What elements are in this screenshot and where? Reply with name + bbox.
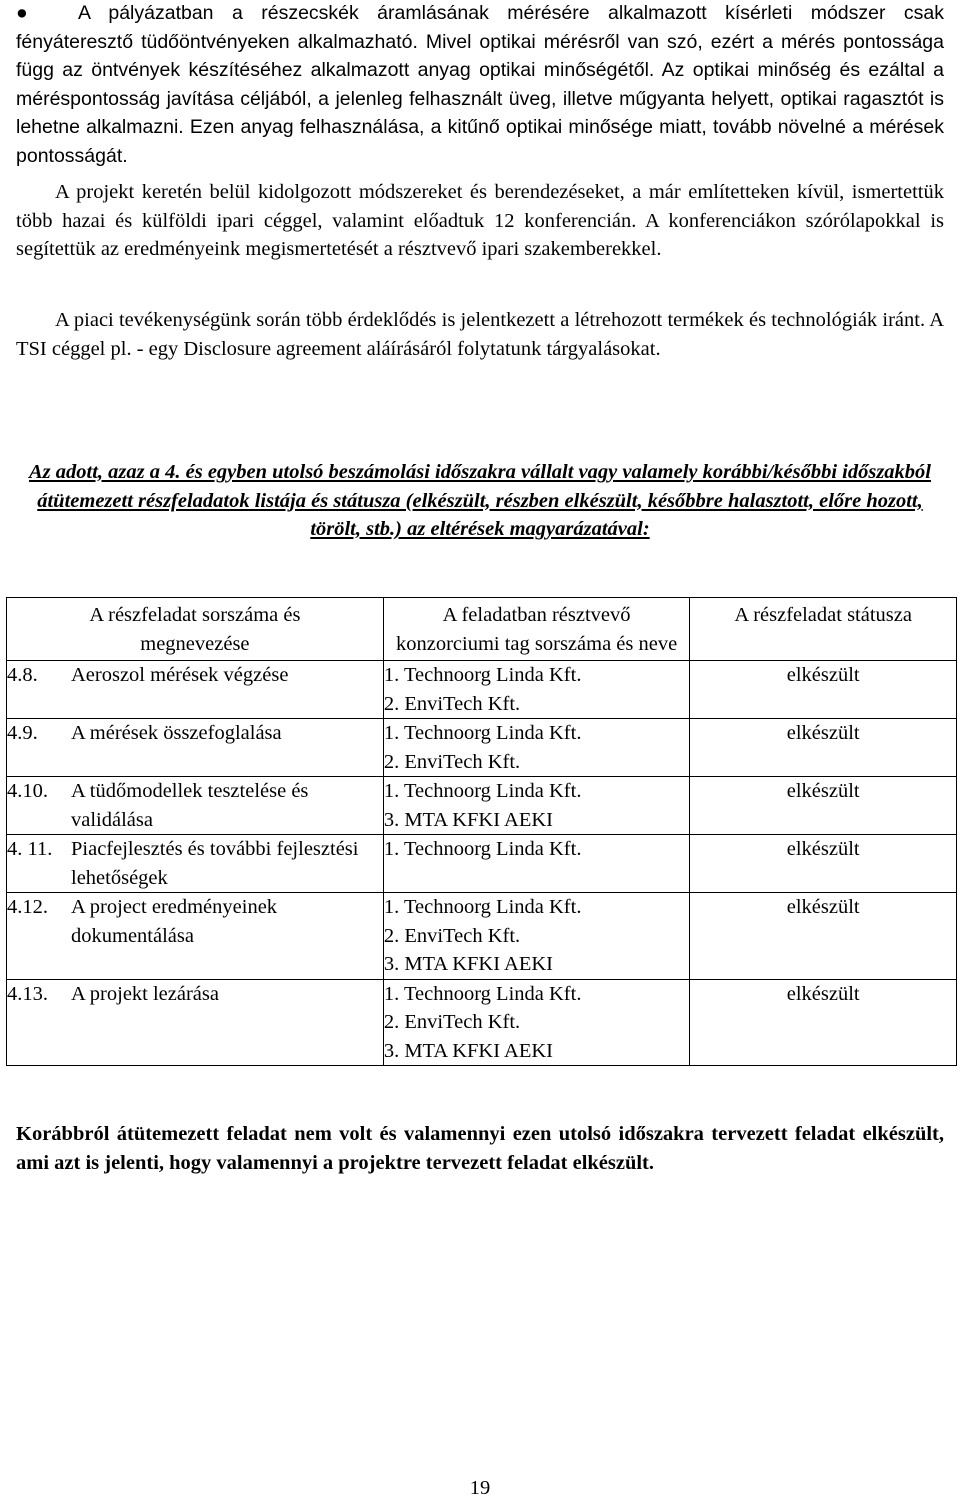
section-heading: Az adott, azaz a 4. és egyben utolsó beszámolási időszakra vállalt vagy valamely korábbi/későbbi időszakból átütemezett részfeladatok listája és státusza (elkészült, részben elkészült, későbbre halasztott, előre hozott, törölt, stb.) az eltérések magyarázatával: xyxy=(29,461,931,540)
members-cell xyxy=(383,661,690,719)
task-cell xyxy=(7,979,384,1066)
task-cell xyxy=(7,893,384,980)
table-row xyxy=(7,893,957,980)
task-name: A projekt lezárása xyxy=(71,982,219,1005)
table-row xyxy=(7,835,957,893)
header-status: A részfeladat státusza xyxy=(690,598,957,661)
consortium-member: 3. MTA KFKI AEKI xyxy=(383,1039,554,1062)
dissemination-paragraph: A projekt keretén belül kidolgozott módszereket és berendezéseket, a már említetteken kívül, ismertettük több hazai és külföldi ipari céggel, valamint előadtuk 12 konferencián. A konferenciákon szórólapokkal is segítettük az eredményeink megismertetését a résztvevő ipari szakemberekkel. xyxy=(16,181,944,260)
status-cell: elkészült xyxy=(690,719,957,777)
consortium-member: 2. EnviTech Kft. xyxy=(383,692,521,715)
consortium-member: 2. EnviTech Kft. xyxy=(383,750,521,773)
task-cell xyxy=(7,777,384,835)
table-row xyxy=(7,777,957,835)
task-number: 4. 11. xyxy=(7,838,53,860)
status-cell: elkészült xyxy=(690,979,957,1066)
status-cell: elkészült xyxy=(690,777,957,835)
task-number: 4.8. xyxy=(7,664,38,686)
bullet-icon: ● xyxy=(16,2,28,24)
consortium-member: 2. EnviTech Kft. xyxy=(383,924,521,947)
task-number: 4.12. xyxy=(7,896,48,918)
task-number: 4.10. xyxy=(7,780,48,802)
consortium-member: 3. MTA KFKI AEKI xyxy=(383,953,554,975)
table-row xyxy=(7,719,957,777)
header-task: A részfeladat sorszáma és megnevezése xyxy=(7,598,384,661)
task-cell xyxy=(7,835,384,893)
consortium-member: 1. Technoorg Linda Kft. xyxy=(383,780,582,802)
task-cell xyxy=(7,661,384,719)
consortium-member: 1. Technoorg Linda Kft. xyxy=(383,722,582,744)
task-cell xyxy=(7,719,384,777)
consortium-member: 1. Technoorg Linda Kft. xyxy=(383,982,582,1005)
market-paragraph: A piaci tevékenységünk során több érdeklődés is jelentkezett a létrehozott termékek és technológiák iránt. A TSI céggel pl. - egy Disclosure agreement aláírásáról folytatunk tárgyalásokat. xyxy=(16,309,944,360)
task-number: 4.13. xyxy=(7,982,48,1005)
subtask-table xyxy=(6,597,957,1066)
consortium-member: 1. Technoorg Linda Kft. xyxy=(383,896,582,918)
table-header-row xyxy=(7,598,957,661)
table-body xyxy=(7,661,957,1066)
closing-statement: Korábbról átütemezett feladat nem volt és valamennyi ezen utolsó időszakra tervezett feladat elkészült, ami azt is jelenti, hogy valamennyi a projektre tervezett feladat elkészült. xyxy=(16,1123,944,1174)
task-name: Aeroszol mérések végzése xyxy=(71,664,289,686)
status-cell: elkészült xyxy=(690,835,957,893)
table-row xyxy=(7,979,957,1066)
task-name: A tüdőmodellek tesztelése és validálása xyxy=(71,780,309,831)
members-cell xyxy=(383,979,690,1066)
members-cell xyxy=(383,777,690,835)
task-name: A project eredményeinek dokumentálása xyxy=(71,896,278,947)
page-number: 19 xyxy=(469,1477,491,1499)
members-cell xyxy=(383,893,690,980)
members-cell xyxy=(383,835,690,893)
task-number: 4.9. xyxy=(7,722,38,744)
members-cell xyxy=(383,719,690,777)
intro-paragraph xyxy=(16,0,944,170)
table-row xyxy=(7,661,957,719)
status-cell: elkészült xyxy=(690,661,957,719)
status-cell: elkészült xyxy=(690,893,957,980)
header-members: A feladatban résztvevő konzorciumi tag sorszáma és neve xyxy=(383,598,690,661)
consortium-member: 1. Technoorg Linda Kft. xyxy=(383,838,582,860)
consortium-member: 3. MTA KFKI AEKI xyxy=(383,808,554,831)
task-name: A mérések összefoglalása xyxy=(71,722,282,744)
consortium-member: 2. EnviTech Kft. xyxy=(383,1011,521,1033)
intro-paragraph-text: A pályázatban a részecskék áramlásának mérésére alkalmazott kísérleti módszer csak fényáteresztő tüdőöntvényeken alkalmazható. Mivel optikai mérésről van szó, ezért a mérés pontossága függ az öntvények készítéséhez alkalmazott anyag optikai minőségétől. Az optikai minőség és ezáltal a méréspontosság javítása céljából, a jelenleg felhasznált üveg, illetve műgyanta helyett, optikai ragasztót is lehetne alkalmazni. Ezen anyag felhasználása, a kitűnő optikai minősége miatt, tovább növelné a mérések pontosságát. xyxy=(16,2,944,167)
consortium-member: 1. Technoorg Linda Kft. xyxy=(383,664,582,686)
task-name: Piacfejlesztés és további fejlesztési lehetőségek xyxy=(71,838,359,889)
